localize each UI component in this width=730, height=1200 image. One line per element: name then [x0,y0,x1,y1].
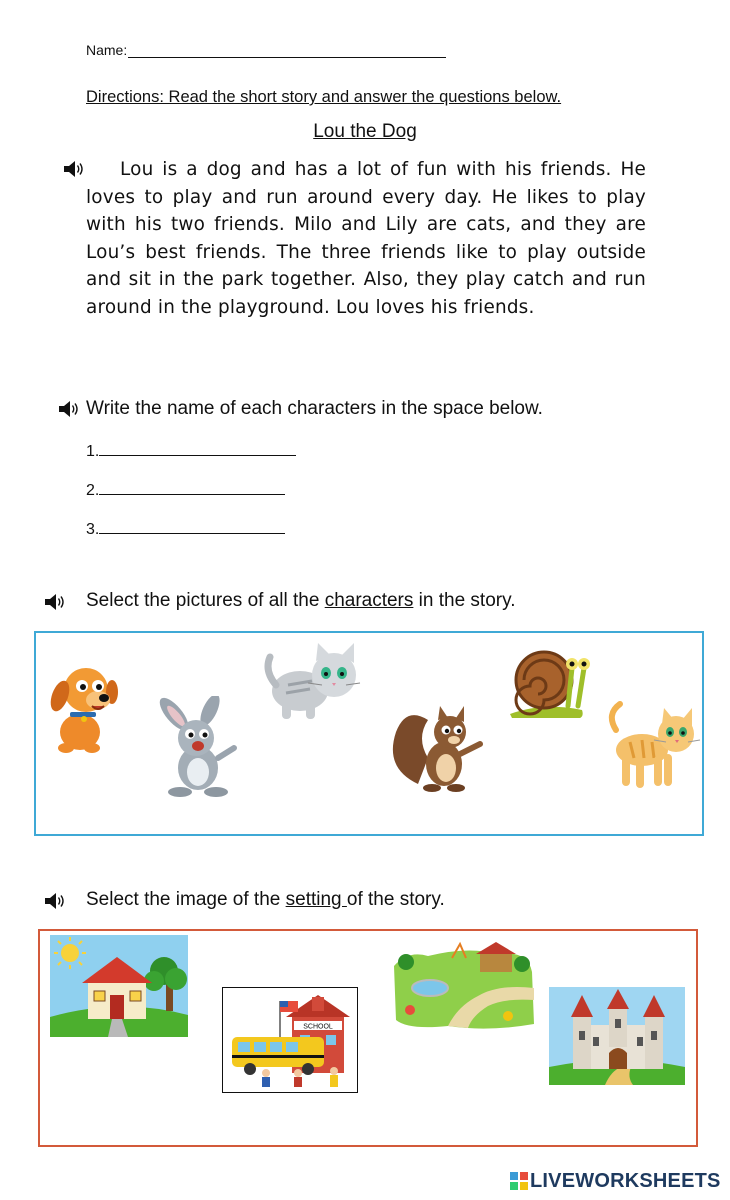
story-title: Lou the Dog [313,121,417,142]
question-3-text: Select the image of the setting of the story. [86,889,445,910]
speaker-icon[interactable] [63,160,85,178]
liveworksheets-logo-icon [510,1172,528,1190]
rabbit-picture[interactable] [150,696,244,798]
characters-picture-box [34,631,704,836]
answer-blank-1[interactable]: 1. [86,441,296,461]
answer-blank-3[interactable]: 3. [86,519,285,539]
dog-picture[interactable] [46,660,118,756]
house-picture[interactable] [50,935,188,1037]
speaker-icon[interactable] [58,400,80,418]
school-sign-text: SCHOOL [303,1023,333,1031]
name-row [86,42,446,58]
name-field[interactable] [128,43,446,58]
squirrel-picture[interactable] [388,698,488,794]
story-text: Lou is a dog and has a lot of fun with his friends. He loves to play and run around every day. He likes to play with his two friends. Milo and Lily are cats, and they are Lou’s best friends. The three friends like to play outside and sit in the park together. Also, they play catch and run around in the playground. Lou loves his friends. [86,159,646,318]
answer-blank-2[interactable]: 2. [86,480,285,500]
brand-text: LIVEWORKSHEETS [530,1170,721,1192]
orange-cat-picture[interactable] [606,700,702,794]
name-label: Name: [86,42,128,58]
footer-brand [510,1170,721,1193]
park-picture[interactable] [388,936,536,1032]
snail-picture[interactable] [504,640,592,720]
question-1-text: Write the name of each characters in the space below. [86,398,543,419]
question-2-text: Select the pictures of all the characters in the story. [86,590,516,611]
castle-picture[interactable] [549,987,685,1085]
gray-cat-picture[interactable] [262,641,366,723]
school-picture[interactable] [222,987,358,1093]
speaker-icon[interactable] [44,593,66,611]
speaker-icon[interactable] [44,892,66,910]
directions: Directions: Read the short story and answer the questions below. [86,88,562,106]
